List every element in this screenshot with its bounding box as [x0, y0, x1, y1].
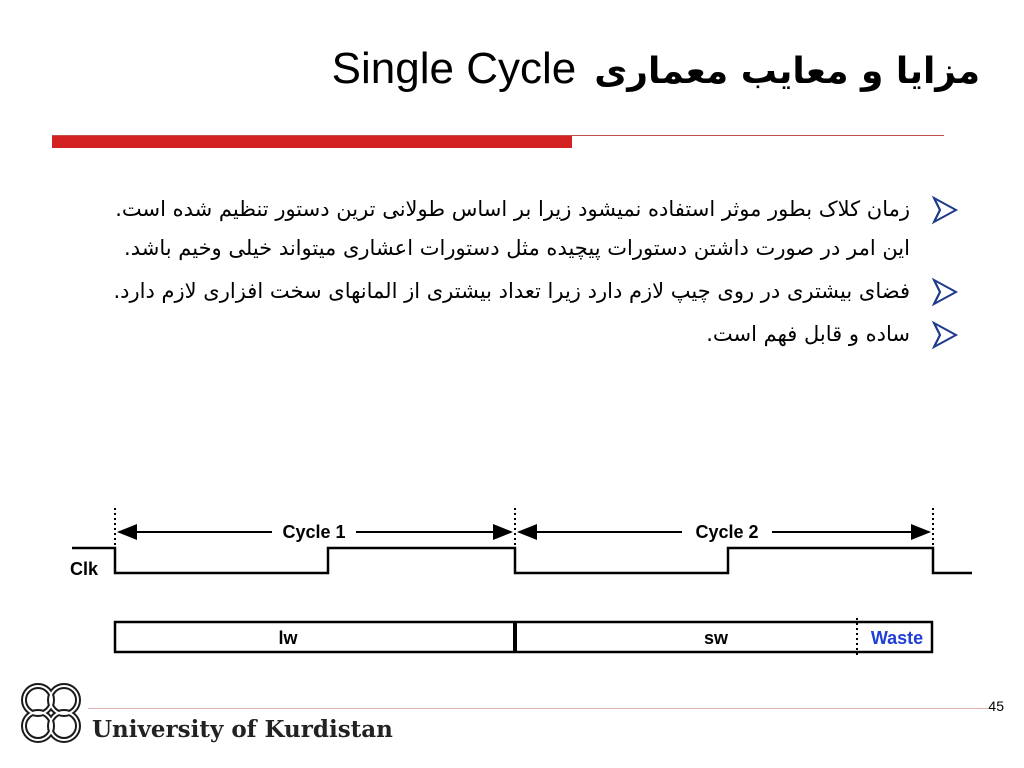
university-logo-icon	[14, 676, 88, 750]
title-persian: مزایا و معایب معماری	[594, 51, 980, 92]
title-english: Single Cycle	[331, 44, 577, 93]
cycle2-label: Cycle 2	[695, 522, 759, 542]
segment-waste: Waste	[870, 628, 924, 648]
footer-divider	[88, 708, 988, 709]
page-number: 45	[988, 698, 1004, 714]
arrow-bullet-icon	[930, 320, 960, 350]
title-underline-thick	[52, 136, 572, 148]
bullet-item	[100, 190, 960, 268]
cycle1-label: Cycle 1	[282, 522, 346, 542]
segment-sw: sw	[703, 628, 729, 648]
bullet-text: زمان کلاک بطور موثر استفاده نمیشود زیرا بر اساس طولانی ترین دستور تنظیم شده است. این امر در صورت داشتن دستورات پیچیده مثل دستورات اعشاری میتواند خیلی وخیم باشد.	[115, 197, 910, 260]
bullet-list	[100, 190, 960, 358]
bullet-text: ساده و قابل فهم است.	[706, 322, 910, 346]
timing-diagram	[0, 500, 1024, 670]
instruction-bar	[115, 622, 932, 652]
bullet-item	[100, 315, 960, 354]
clock-label: Clk	[70, 559, 99, 579]
bullet-text: فضای بیشتری در روی چیپ لازم دارد زیرا تعداد بیشتری از المانهای سخت افزاری لازم دارد.	[113, 279, 910, 303]
arrow-bullet-icon	[930, 195, 960, 225]
bullet-item	[100, 272, 960, 311]
university-name: University of Kurdistan	[92, 716, 393, 743]
clock-waveform	[72, 548, 972, 573]
arrow-bullet-icon	[930, 277, 960, 307]
segment-lw: lw	[278, 628, 298, 648]
slide-title	[332, 44, 980, 94]
